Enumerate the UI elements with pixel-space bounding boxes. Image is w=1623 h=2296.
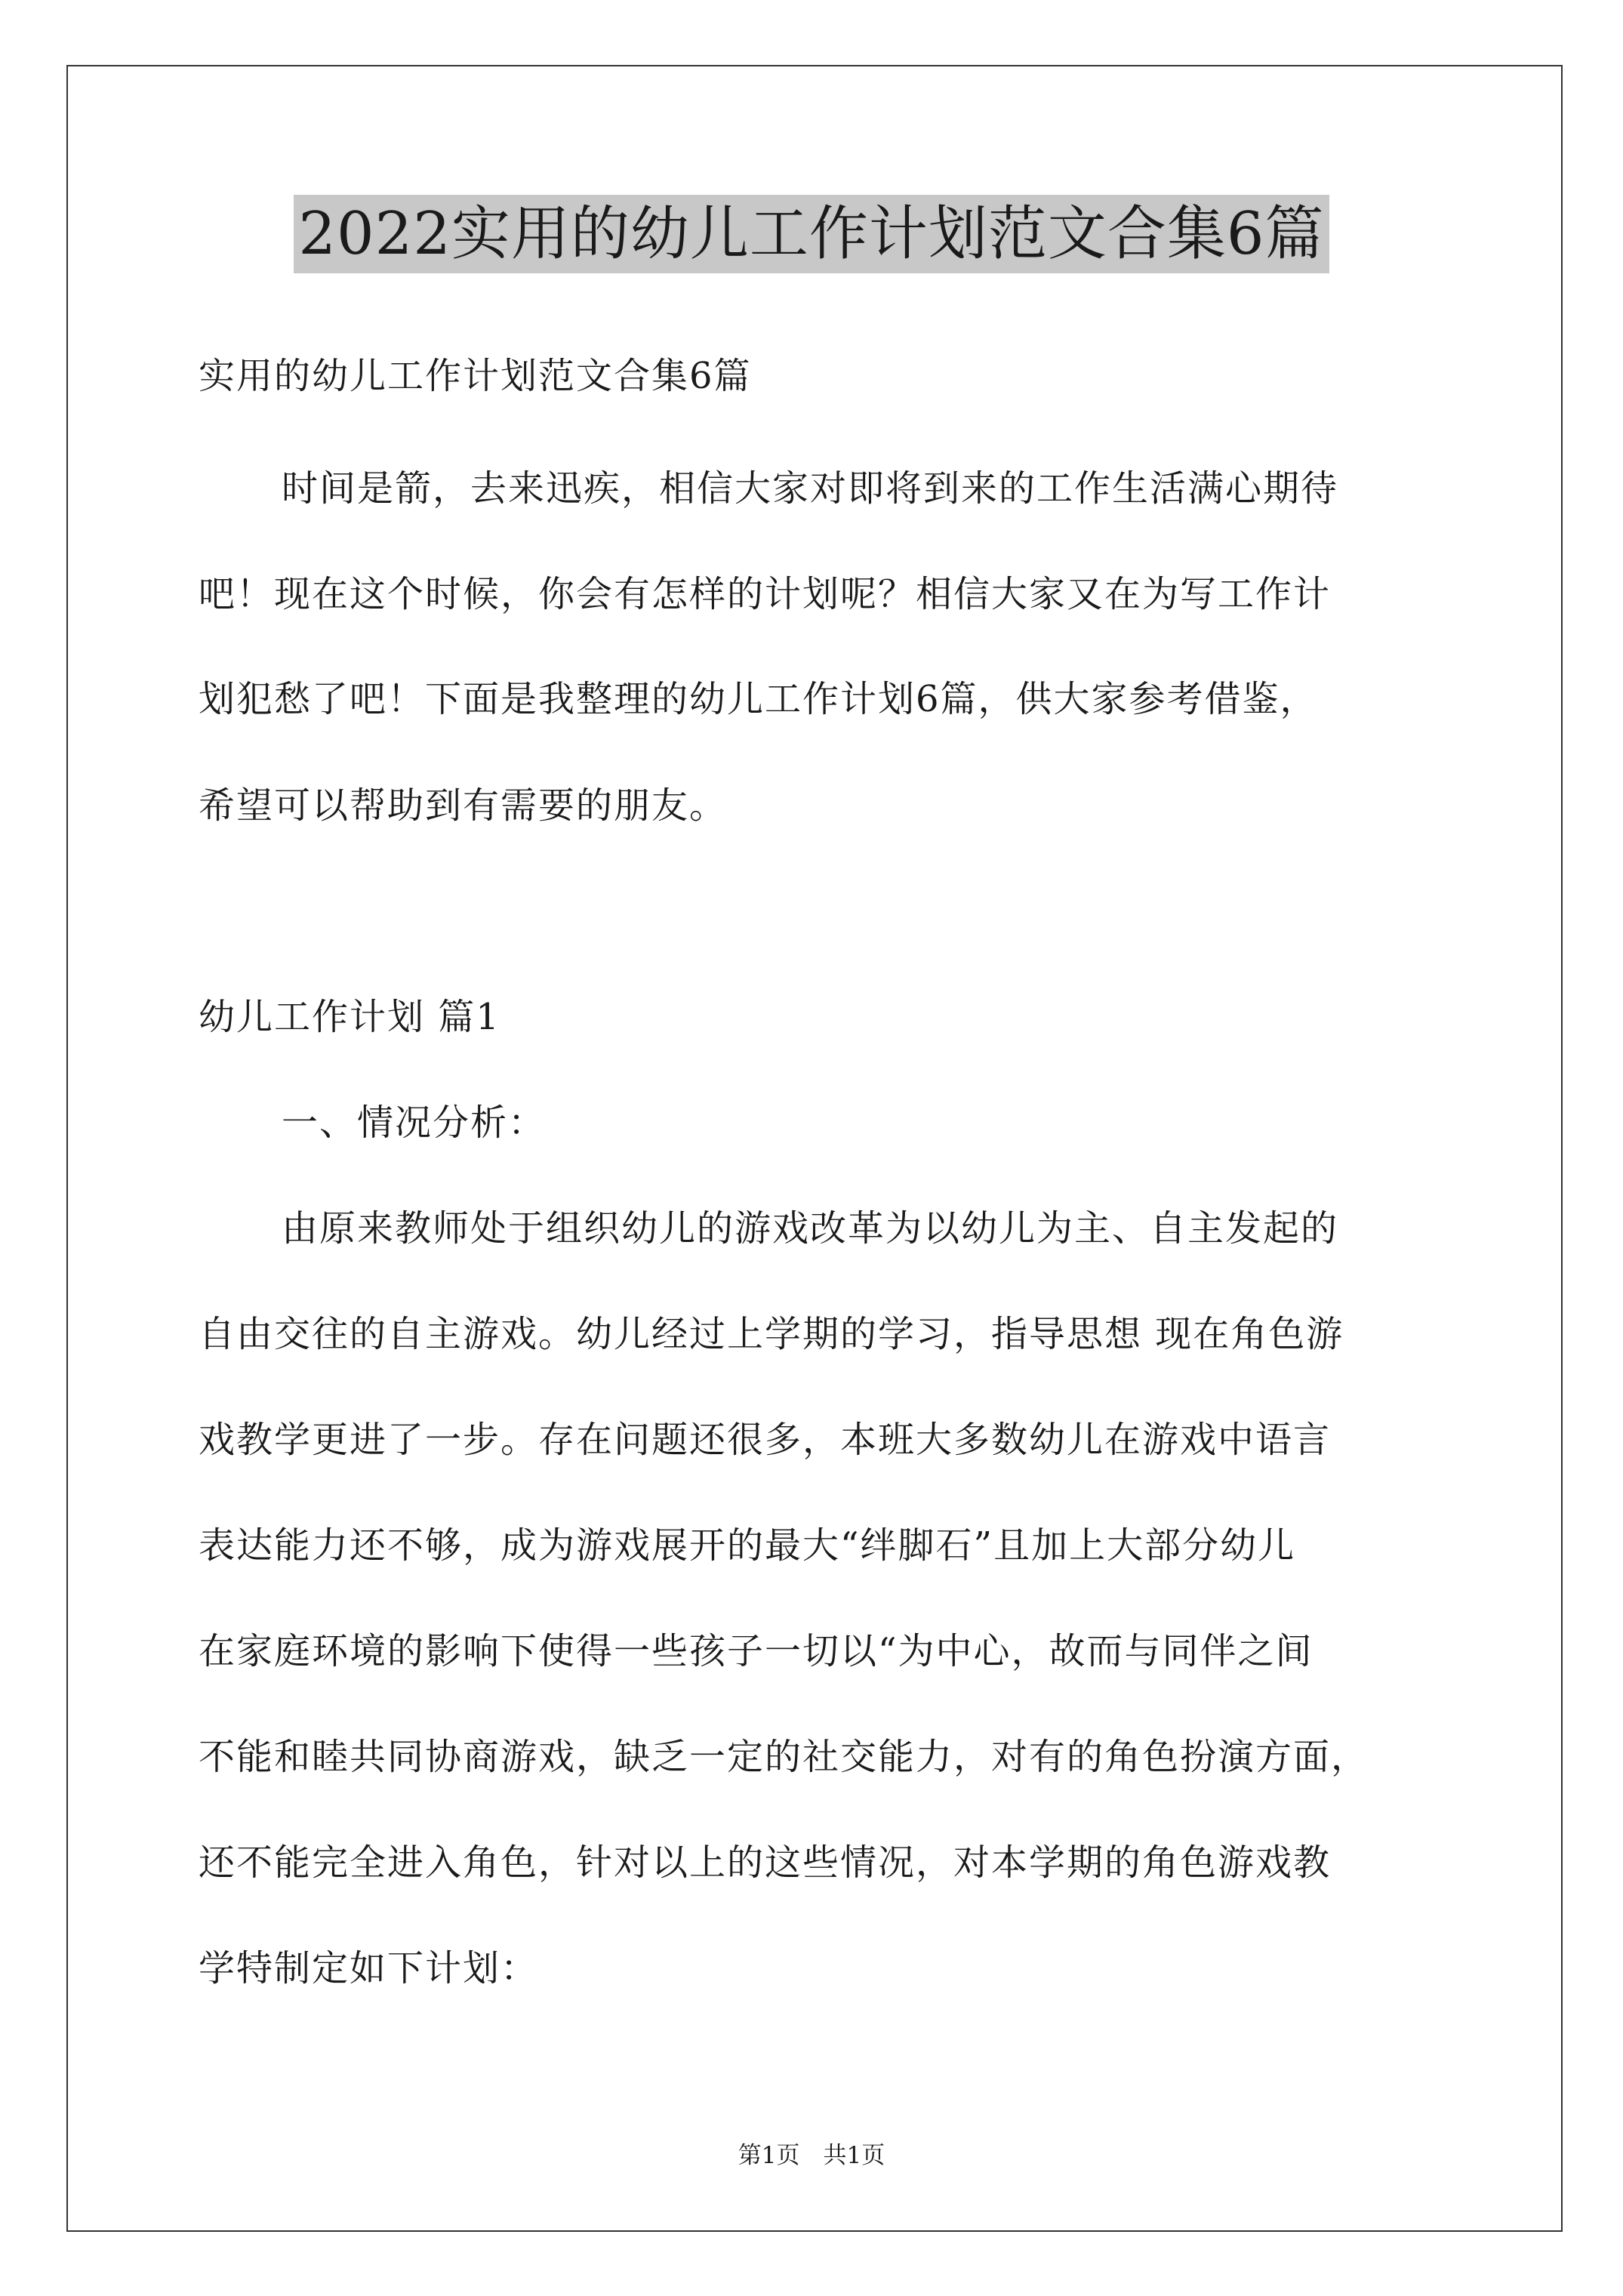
body-line: 戏教学更进了一步。存在问题还很多，本班大多数幼儿在游戏中语言: [199, 1419, 1332, 1461]
body-line: 还不能完全进入角色，针对以上的这些情况，对本学期的角色游戏教: [199, 1841, 1332, 1884]
intro-line: 希望可以帮助到有需要的朋友。: [199, 784, 728, 827]
body-line: 自由交往的自主游戏。幼儿经过上学期的学习，指导思想 现在角色游: [199, 1313, 1344, 1355]
intro-line: 划犯愁了吧！下面是我整理的幼儿工作计划6篇，供大家参考借鉴，: [199, 678, 1318, 720]
document-subtitle: 实用的幼儿工作计划范文合集6篇: [199, 355, 752, 397]
page-number-footer: 第1页 共1页: [738, 2142, 885, 2169]
body-line: 在家庭环境的影响下使得一些孩子一切以“为中心，故而与同伴之间: [199, 1630, 1313, 1672]
section-heading: 幼儿工作计划 篇1: [199, 996, 500, 1038]
intro-line: 时间是箭，去来迅疾，相信大家对即将到来的工作生活满心期待: [282, 467, 1339, 510]
body-line: 由原来教师处于组织幼儿的游戏改革为以幼儿为主、自主发起的: [282, 1207, 1339, 1250]
subheading: 一、情况分析：: [282, 1102, 547, 1144]
intro-line: 吧！现在这个时候，你会有怎样的计划呢？相信大家又在为写工作计: [199, 573, 1332, 615]
document-title: 2022实用的幼儿工作计划范文合集6篇: [294, 195, 1329, 273]
body-line: 表达能力还不够，成为游戏展开的最大“绊脚石”且加上大部分幼儿: [199, 1524, 1296, 1567]
title-container: [0, 195, 1623, 273]
body-line: 不能和睦共同协商游戏，缺乏一定的社交能力，对有的角色扮演方面，: [199, 1736, 1369, 1778]
body-line: 学特制定如下计划：: [199, 1947, 539, 1989]
